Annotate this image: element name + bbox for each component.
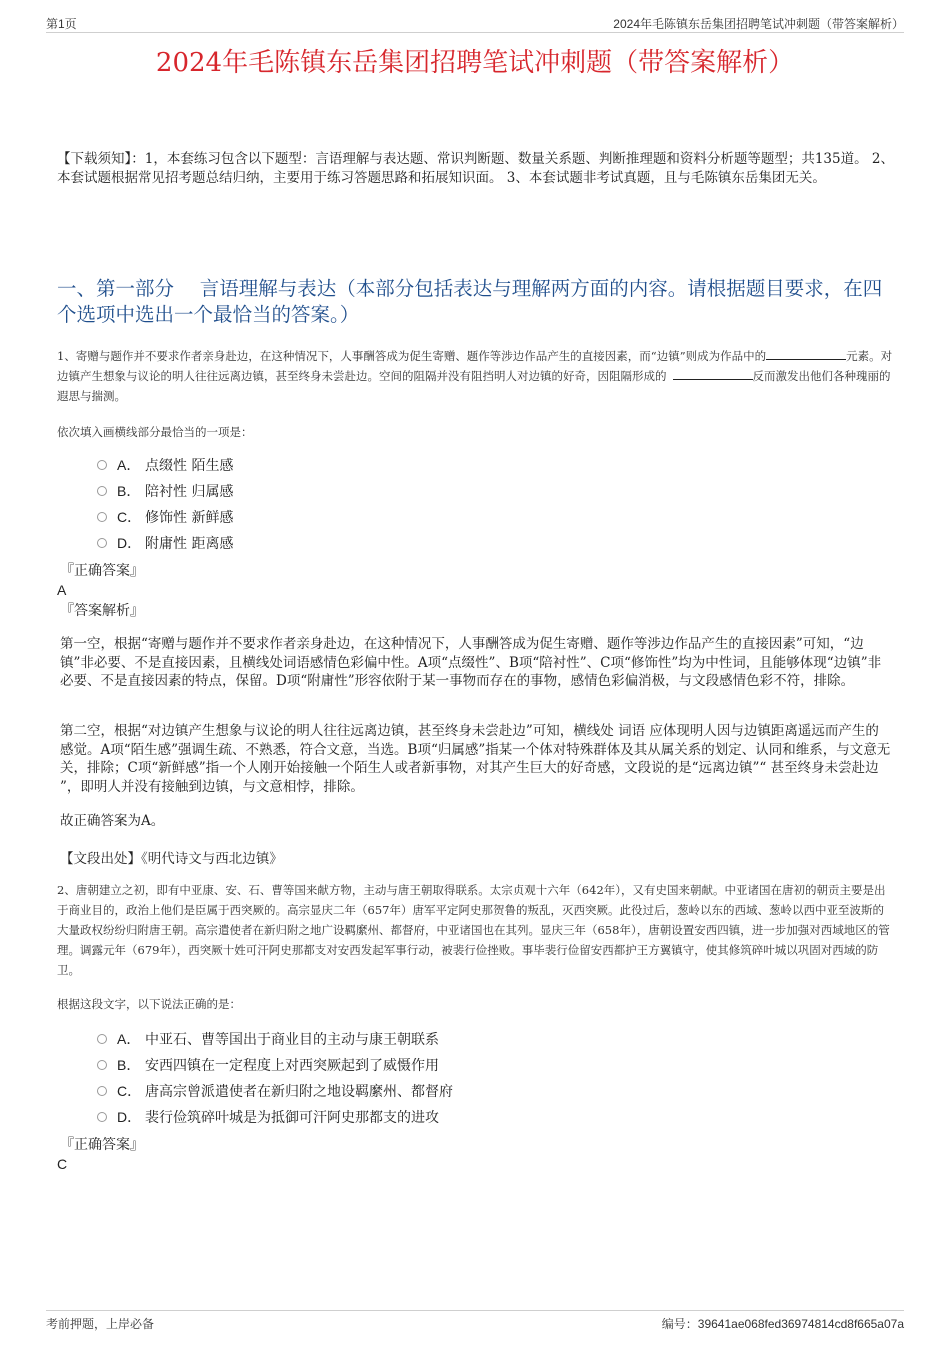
question-2-option-d[interactable] [97, 1104, 453, 1130]
radio-icon[interactable] [97, 1086, 107, 1096]
radio-icon[interactable] [97, 1112, 107, 1122]
option-letter: A． [117, 1031, 141, 1047]
page-header [46, 14, 904, 33]
question-1-option-c[interactable] [97, 504, 233, 530]
question-2-answer: C [57, 1156, 68, 1172]
question-1-option-b[interactable] [97, 478, 233, 504]
fill-blank-2 [673, 367, 753, 380]
radio-icon[interactable] [97, 1060, 107, 1070]
option-letter: C． [117, 509, 142, 525]
question-1-stem [57, 346, 894, 406]
option-letter: D． [117, 1109, 142, 1125]
question-2-option-b[interactable] [97, 1052, 453, 1078]
option-letter: B． [117, 1057, 141, 1073]
header-doc-title: 2024年毛陈镇东岳集团招聘笔试冲刺题（带答案解析） [613, 17, 904, 31]
radio-icon[interactable] [97, 1034, 107, 1044]
question-2-options [97, 1026, 453, 1130]
analysis-conclusion: 故正确答案为A。 [60, 813, 165, 829]
source-citation: 【文段出处】《明代诗文与西北边镇》 [60, 851, 283, 867]
document-title: 2024年毛陈镇东岳集团招聘笔试冲刺题（带答案解析） [155, 48, 795, 78]
question-2-stem: 2、唐朝建立之初，即有中亚康、安、石、曹等国来献方物，主动与唐王朝取得联系。太宗贞观十六年（642年），又有史国来朝献。中亚诸国在唐初的朝贡主要是出于商业目的，政治上他们是臣属于西突厥的。高宗显庆二年（657年）唐军平定阿史那贺鲁的叛乱，灭西突厥。此役过后，葱岭以东的西域、葱岭以西中亚至波斯的大量政权纷纷归附唐王朝。高宗遣使者在新归附之地广设羁縻州、都督府，中亚诸国也在其列。显庆三年（658年），唐朝设置安西四镇，进一步加强对西域地区的管理。调露元年（679年），西突厥十姓可汗阿史那都支对安西发起军事行动，被裴行俭挫败。事毕裴行俭留安西都护王方翼镇守，使其修筑碎叶城以巩固对西域的防卫。 [57, 883, 890, 977]
option-text: 裴行俭筑碎叶城是为抵御可汗阿史那都支的进攻 [145, 1110, 439, 1126]
question-1-options [97, 452, 233, 556]
option-letter: D． [117, 535, 142, 551]
question-1-option-d[interactable] [97, 530, 233, 556]
option-letter: A． [117, 457, 141, 473]
question-1-option-a[interactable] [97, 452, 233, 478]
option-text: 修饰性 新鲜感 [145, 510, 234, 526]
question-1-stem-part-2: 元素。对边镇产生想象与议论的明人往往远离边镇，甚至终身未尝赴边。空间的阻隔并没有阻挡明人对边镇的好奇，因阻隔形成的 [57, 349, 893, 383]
option-text: 附庸性 距离感 [145, 536, 234, 552]
option-letter: C． [117, 1083, 142, 1099]
fill-blank-1 [766, 347, 846, 360]
question-2-option-c[interactable] [97, 1078, 453, 1104]
question-1-stem-part-1: 1、寄赠与题作并不要求作者亲身赴边，在这种情况下，人事酬答成为促生寄赠、题作等涉边作品产生的直接因素，而“边镇”则成为作品中的 [57, 349, 767, 363]
question-2-option-a[interactable] [97, 1026, 453, 1052]
question-1-stem-part-3: 反而激发出他们各种瑰丽的遐思与揣测。 [57, 369, 891, 403]
analysis-paragraph-2: 第二空，根据“对边镇产生想象与议论的明人往往远离边镇，甚至终身未尝赴边”可知，横线处 词语 应体现明人因与边镇距离遥远而产生的感觉。A项“陌生感”强调生疏、不熟悉，符合文意，当选。B项“归属感”指某一个体对特殊群体及其从属关系的划定、认同和维系，与文意无关，排除；C项“新鲜感”指一个人刚开始接触一个陌生人或者新事物，对其产生巨大的好奇感，文段说的是“远离边镇”“ 甚至终身未尝赴边 ”，即明人并没有接触到边镇，与文意相悖，排除。 [60, 723, 891, 795]
option-letter: B． [117, 483, 141, 499]
analysis-label: 『答案解析』 [60, 603, 144, 619]
correct-answer-label: 『正确答案』 [60, 563, 144, 579]
page-footer [46, 1310, 904, 1333]
correct-answer-label: 『正确答案』 [60, 1137, 144, 1153]
option-text: 安西四镇在一定程度上对西突厥起到了威慑作用 [145, 1058, 439, 1074]
footer-slogan: 考前押题，上岸必备 [46, 1317, 155, 1331]
radio-icon[interactable] [97, 486, 107, 496]
question-1-prompt: 依次填入画横线部分最恰当的一项是： [57, 425, 253, 439]
analysis-paragraph-1: 第一空，根据“寄赠与题作并不要求作者亲身赴边，在这种情况下，人事酬答成为促生寄赠、题作等涉边作品产生的直接因素”可知，“边镇”非必要、不是直接因素，且横线处词语感情色彩偏中性。A项“点缀性”、B项“陪衬性”、C项“修饰性”均为中性词，且能够体现“边镇”非必要、不是直接因素的特点，保留。D项“附庸性”形容依附于某一事物而存在的事物，感情色彩偏消极，与文段感情色彩不符，排除。 [60, 636, 882, 689]
option-text: 唐高宗曾派遣使者在新归附之地设羁縻州、都督府 [145, 1084, 453, 1100]
section-heading: 一、第一部分 言语理解与表达（本部分包括表达与理解两方面的内容。请根据题目要求，在四个选项中选出一个最恰当的答案。） [57, 277, 883, 326]
download-notice: 【下载须知】：1，本套练习包含以下题型：言语理解与表达题、常识判断题、数量关系题、判断推理题和资料分析题等题型；共135道。 2、本套试题根据常见招考题总结归纳，主要用于练习答题思路和拓展知识面。 3、本套试题非考试真题，且与毛陈镇东岳集团无关。 [57, 151, 894, 186]
radio-icon[interactable] [97, 538, 107, 548]
document-code: 编号：39641ae068fed36974814cd8f665a07a [661, 1317, 904, 1331]
question-2-prompt: 根据这段文字，以下说法正确的是： [57, 997, 241, 1011]
option-text: 中亚石、曹等国出于商业目的主动与康王朝联系 [145, 1032, 439, 1048]
option-text: 陪衬性 归属感 [145, 484, 234, 500]
radio-icon[interactable] [97, 460, 107, 470]
question-1-answer: A [57, 582, 67, 598]
page-number: 第1页 [46, 17, 77, 31]
option-text: 点缀性 陌生感 [145, 458, 234, 474]
radio-icon[interactable] [97, 512, 107, 522]
